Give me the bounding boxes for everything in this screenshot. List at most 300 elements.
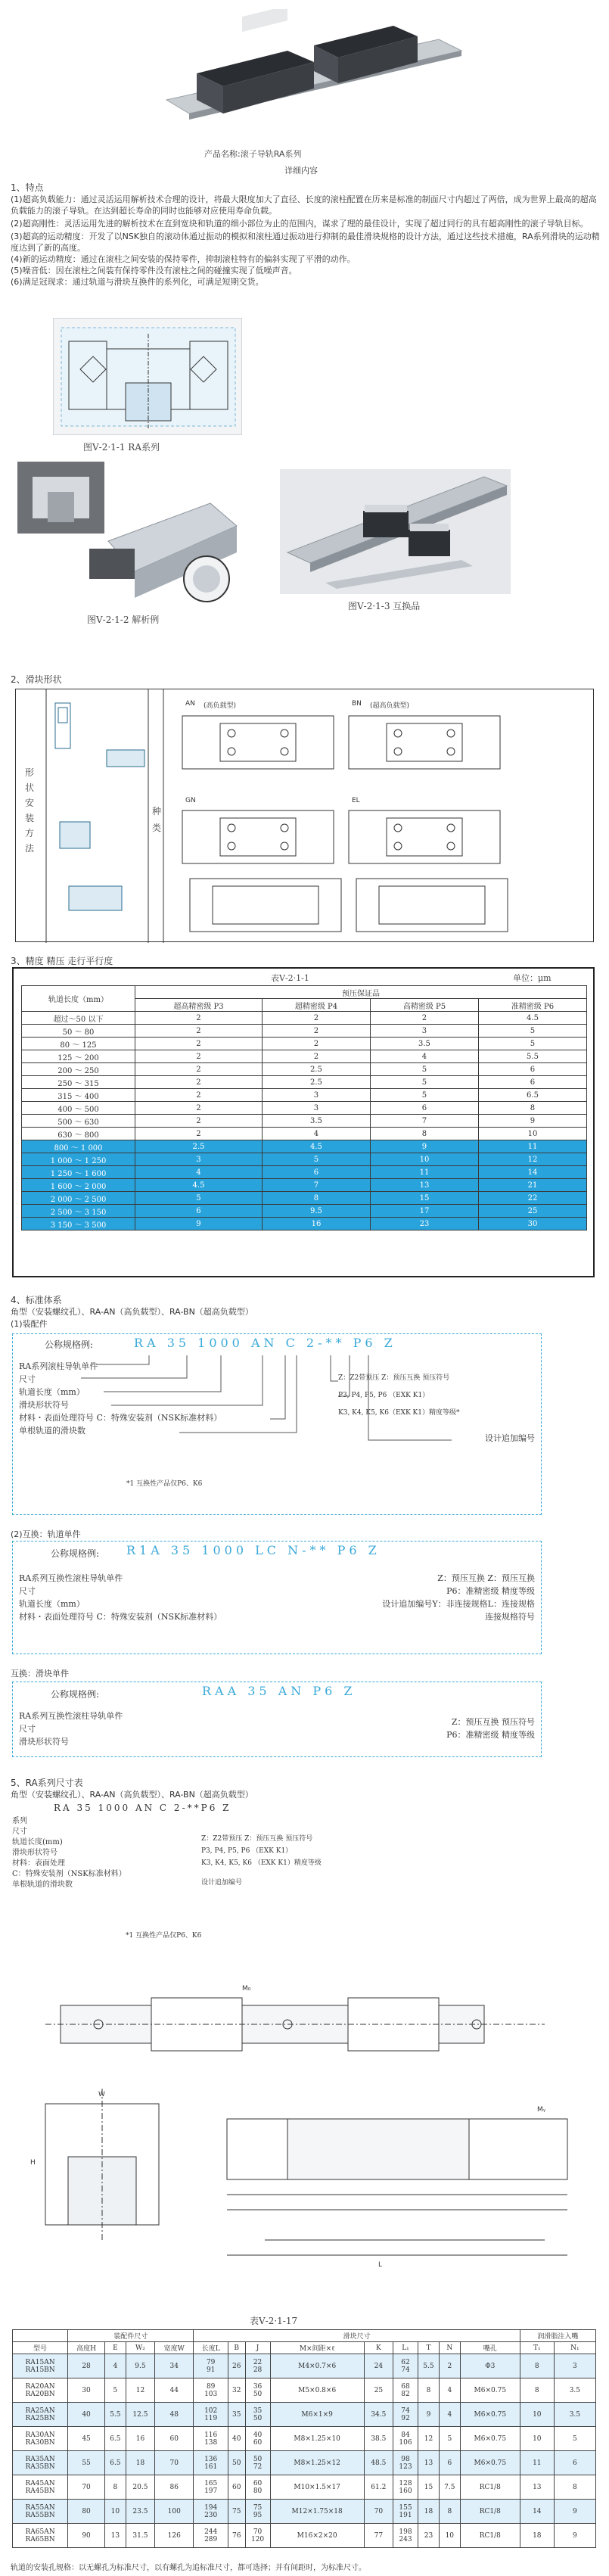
code-item2: (2)互换：轨道单件 xyxy=(11,1529,81,1539)
dimensions-value-cell: 12 xyxy=(126,2378,154,2403)
code-right-item: P6：准精密级 精度等级 xyxy=(446,1586,535,1596)
precision-value-cell: 4.5 xyxy=(135,1179,263,1192)
dimensions-value-cell: 14 xyxy=(520,2500,554,2524)
precision-value-cell: 3.5 xyxy=(370,1038,478,1050)
precision-length-cell: 800 ～ 1 000 xyxy=(22,1140,135,1153)
precision-value-cell: 2 xyxy=(135,1076,263,1089)
dimensions-value-cell: 4 xyxy=(104,2354,126,2378)
dimensions-value-cell: 2 xyxy=(439,2354,460,2378)
figure-caption-3: 图Ⅴ-2·1-3 互换品 xyxy=(348,601,421,611)
precision-length-cell: 400 ～ 500 xyxy=(22,1102,135,1115)
dimensions-value-cell: 136 161 xyxy=(194,2451,228,2475)
dimensions-value-cell: 40 xyxy=(68,2403,105,2427)
dimensions-left-item: C：特殊安装剂（NSK标准材料） xyxy=(12,1870,126,1878)
dimensions-col-header: T xyxy=(418,2342,440,2354)
precision-length-cell: 200 ～ 250 xyxy=(22,1063,135,1076)
precision-value-cell: 10 xyxy=(370,1153,478,1166)
section-code-heading: 4、标准体系 xyxy=(11,1295,62,1305)
precision-value-cell: 2.5 xyxy=(135,1140,263,1153)
dimensions-value-cell: 10 xyxy=(520,2403,554,2427)
model-gn-label: GN xyxy=(185,797,196,804)
precision-length-cell: 2 500 ～ 3 150 xyxy=(22,1205,135,1218)
feature-item: (2)超高刚性：灵活运用先进的解析技术在直到宽块和轨道的细小部位为止的范围内，谋求了理的最佳设计，实现了超过同行的具有超高刚性的滚子导轨目标。 xyxy=(11,219,589,229)
dimensions-value-cell: 15 xyxy=(418,2475,440,2500)
precision-value-cell: 8 xyxy=(262,1192,370,1205)
code-right-item: Z：预压互换 Z：预压互换 xyxy=(437,1573,535,1583)
dimensions-value-cell: 8 xyxy=(554,2475,595,2500)
code-left-list-2 xyxy=(19,1572,276,1623)
dimensions-left-item: 材料：表面处理 xyxy=(12,1859,65,1868)
product-name-value: 滚子导轨RA系列 xyxy=(240,149,302,159)
precision-row xyxy=(22,1038,587,1050)
dimensions-value-cell: 70 xyxy=(68,2475,105,2500)
dimensions-value-cell: 76 xyxy=(228,2524,245,2548)
precision-length-cell: 500 ～ 630 xyxy=(22,1115,135,1128)
precision-row xyxy=(22,1076,587,1089)
dimensions-value-cell: 165 197 xyxy=(194,2475,228,2500)
precision-value-cell: 3.5 xyxy=(262,1115,370,1128)
precision-length-cell: 50 ～ 80 xyxy=(22,1025,135,1038)
precision-length-cell: 2 000 ～ 2 500 xyxy=(22,1192,135,1205)
precision-row xyxy=(22,1050,587,1063)
figure-caption-1: 图Ⅴ-2·1-1 RA系列 xyxy=(83,442,160,453)
code-left-item: 单根轨道的滑块数 xyxy=(19,1426,85,1436)
precision-value-cell: 9 xyxy=(135,1218,263,1230)
precision-value-cell: 2 xyxy=(135,1012,263,1025)
dimensions-value-cell: 90 xyxy=(68,2524,105,2548)
precision-value-cell: 3 xyxy=(370,1025,478,1038)
dimensions-left-item: 轨道长度(mm) xyxy=(12,1838,63,1846)
precision-unit: 单位：μm xyxy=(513,973,552,983)
precision-value-cell: 3 xyxy=(262,1089,370,1102)
dimensions-model-cell: RA55AN RA55BN xyxy=(13,2500,68,2524)
dimensions-value-cell: 23 xyxy=(418,2524,440,2548)
precision-value-cell: 6 xyxy=(135,1205,263,1218)
precision-value-cell: 8 xyxy=(478,1102,586,1115)
dimensions-value-cell: 6.5 xyxy=(104,2451,126,2475)
dimensions-value-cell: 60 xyxy=(155,2427,194,2451)
feature-item: (1)超高负载能力：通过灵活运用解析技术合理的设计，将最大限度加大了直径、长度的滚柱配置在历来是标准的制面尺寸内超过了两倍，成为世界上最高的超高负载能力的滚子导轨。在达到超长寿命的同时也能够对应使用寿命负载。 xyxy=(11,194,597,216)
precision-value-cell: 14 xyxy=(478,1166,586,1179)
code-left-list-3 xyxy=(19,1710,276,1748)
dimensions-value-cell: 10 xyxy=(520,2427,554,2451)
precision-row xyxy=(22,1128,587,1140)
dimensions-col-header: L₁ xyxy=(393,2342,418,2354)
dimensions-value-cell: 5 xyxy=(439,2427,460,2451)
precision-length-cell: 250 ～ 315 xyxy=(22,1076,135,1089)
dimensions-left-item: 单根轨道的滑块数 xyxy=(12,1881,73,1889)
precision-value-cell: 6.5 xyxy=(478,1089,586,1102)
dimensions-group-header: 滑块尺寸 xyxy=(194,2330,520,2342)
dimensions-col-header: 高度H xyxy=(68,2342,105,2354)
dimensions-col-header: 型号 xyxy=(13,2342,68,2354)
precision-value-cell: 10 xyxy=(478,1128,586,1140)
code-item1: (1)装配件 xyxy=(11,1319,48,1329)
dimensions-value-cell: 55 xyxy=(68,2451,105,2475)
dimensions-value-cell: M10×1.5×17 xyxy=(270,2475,364,2500)
precision-value-cell: 17 xyxy=(370,1205,478,1218)
dimensions-model-cell: RA25AN RA25BN xyxy=(13,2403,68,2427)
code-left-item: 滑块形状符号 xyxy=(19,1737,69,1747)
dimensions-value-cell: 20.5 xyxy=(126,2475,154,2500)
precision-value-cell: 2 xyxy=(370,1012,478,1025)
precision-value-cell: 30 xyxy=(478,1218,586,1230)
code-right-item: P3, P4, P5, P6 （EXK K1） xyxy=(338,1392,430,1399)
shape-side-label: 形状安装方法 xyxy=(25,767,35,854)
code-right-item: 设计追加编号 xyxy=(485,1433,535,1443)
dimensions-value-cell: 44 xyxy=(155,2378,194,2403)
dimensions-value-cell: 13 xyxy=(520,2475,554,2500)
code-ex-label: 公称规格例: xyxy=(45,1339,94,1350)
precision-length-cell: 3 150 ～ 3 500 xyxy=(22,1218,135,1230)
code-ex1-value: RA 35 1000 AN C 2-** P6 Z xyxy=(134,1336,396,1350)
code-ex2-value: R1A 35 1000 LC N-** P6 Z xyxy=(126,1543,381,1557)
dimensions-value-cell: 45 xyxy=(68,2427,105,2451)
dimensions-value-cell: 126 xyxy=(155,2524,194,2548)
dimensions-value-cell: 68 82 xyxy=(393,2378,418,2403)
dimensions-value-cell: 26 xyxy=(228,2354,245,2378)
dimensions-col-header: N xyxy=(439,2342,460,2354)
dimensions-value-cell: M6×0.75 xyxy=(460,2451,520,2475)
dimensions-value-cell: 12.5 xyxy=(126,2403,154,2427)
dimensions-value-cell: 6 xyxy=(554,2451,595,2475)
precision-value-cell: 25 xyxy=(478,1205,586,1218)
dimensions-col-header: N₁ xyxy=(554,2342,595,2354)
code-note-1: *1 互换性产品仅P6、K6 xyxy=(126,1480,203,1488)
code-right-item: 设计追加编号Y：非连接规格L：连接规格 xyxy=(382,1599,535,1609)
precision-value-cell: 21 xyxy=(478,1179,586,1192)
code-left-item: 尺寸 xyxy=(19,1374,36,1384)
dimensions-model-cell: RA30AN RA30BN xyxy=(13,2427,68,2451)
dimensions-value-cell: RC1/8 xyxy=(460,2500,520,2524)
dimensions-value-cell: M5×0.8×6 xyxy=(270,2378,364,2403)
feature-item: (3)超高的运动精度：开发了以NSK独自的滚动体通过振动的模拟和滚柱通过振动进行抑制的最佳滑块规格的设计方法，通过这些技术措施，RA系列滑块的运动精度达到了新的高度。 xyxy=(11,232,600,253)
dimensions-value-cell: 38.5 xyxy=(364,2427,393,2451)
precision-value-cell: 3 xyxy=(135,1153,263,1166)
code-right-item: Z：Z2带预压 Z：预压互换 预压符号 xyxy=(338,1374,450,1382)
code-right-list-2 xyxy=(331,1572,535,1623)
dimensions-group-header-row xyxy=(13,2330,596,2342)
dimensions-model-cell: RA45AN RA45BN xyxy=(13,2475,68,2500)
dimensions-value-cell: 30 xyxy=(68,2378,105,2403)
precision-value-cell: 23 xyxy=(370,1218,478,1230)
dimensions-row xyxy=(13,2427,596,2451)
dimensions-col-header: 宽度W xyxy=(155,2342,194,2354)
dimensions-value-cell: 61.2 xyxy=(364,2475,393,2500)
dimensions-value-cell: RC1/8 xyxy=(460,2524,520,2548)
precision-value-cell: 2 xyxy=(135,1063,263,1076)
precision-value-cell: 5 xyxy=(370,1089,478,1102)
dimensions-value-cell: 9.5 xyxy=(126,2354,154,2378)
dimensions-value-cell: 8 xyxy=(520,2354,554,2378)
dimensions-value-cell: 36 50 xyxy=(245,2378,270,2403)
dimensions-right-item: Z：Z2带预压 Z：预压互换 预压符号 xyxy=(201,1835,313,1843)
dimensions-value-cell: M8×1.25×12 xyxy=(270,2451,364,2475)
dimensions-value-cell: 70 xyxy=(364,2500,393,2524)
precision-length-cell: 1 000 ～ 1 250 xyxy=(22,1153,135,1166)
dimensions-value-cell: 60 80 xyxy=(245,2475,270,2500)
dimensions-model-cell: RA20AN RA20BN xyxy=(13,2378,68,2403)
precision-table-frame xyxy=(12,967,595,1277)
precision-value-cell: 2 xyxy=(262,1012,370,1025)
features-list xyxy=(11,194,601,288)
dimensions-value-cell: 5 xyxy=(554,2427,595,2451)
precision-value-cell: 5 xyxy=(370,1076,478,1089)
dimensions-value-cell: 116 138 xyxy=(194,2427,228,2451)
dimensions-col-header: T₁ xyxy=(520,2342,554,2354)
precision-table xyxy=(21,985,587,1230)
code-left-item: 滑块形状符号 xyxy=(19,1400,69,1410)
precision-value-cell: 9 xyxy=(478,1115,586,1128)
dimensions-value-cell: 89 103 xyxy=(194,2378,228,2403)
dimensions-row xyxy=(13,2451,596,2475)
code-example-1 xyxy=(12,1333,542,1515)
dimensions-value-cell: 22 28 xyxy=(245,2354,270,2378)
dimensions-value-cell: Φ3 xyxy=(460,2354,520,2378)
dimensions-table-title: 表Ⅴ-2·1-17 xyxy=(250,2316,298,2326)
dimensions-value-cell: 8 xyxy=(418,2378,440,2403)
precision-value-cell: 5 xyxy=(370,1063,478,1076)
dimensions-value-cell: 8 xyxy=(520,2378,554,2403)
precision-value-cell: 15 xyxy=(370,1192,478,1205)
precision-value-cell: 2.5 xyxy=(262,1076,370,1089)
dimensions-value-cell: 48.5 xyxy=(364,2451,393,2475)
code-example-3 xyxy=(12,1682,542,1757)
dimensions-value-cell: 18 xyxy=(520,2524,554,2548)
dimensions-value-cell: 11 xyxy=(520,2451,554,2475)
code-right-item: Z：预压互换 预压符号 xyxy=(451,1717,535,1727)
code-left-item: 材料・表面处理符号 C：特殊安装剂（NSK标准材料） xyxy=(19,1413,222,1423)
dimensions-value-cell: 244 289 xyxy=(194,2524,228,2548)
code-left-item: 尺寸 xyxy=(19,1586,36,1596)
dimensions-col-header: 嘴孔 xyxy=(460,2342,520,2354)
code-ex-label: 公称规格例: xyxy=(51,1689,100,1700)
precision-value-cell: 11 xyxy=(478,1140,586,1153)
precision-row xyxy=(22,1166,587,1179)
dimensions-table xyxy=(12,2329,596,2548)
feature-item: (4)新的运动精度：通过在滚柱之间安装的保持零件，抑制滚柱特有的偏斜实现了平滑的动作。 xyxy=(11,254,356,264)
precision-row xyxy=(22,1218,587,1230)
detail-heading: 详细内容 xyxy=(284,166,318,176)
dimensions-value-cell: 24 xyxy=(364,2354,393,2378)
precision-value-cell: 9 xyxy=(370,1140,478,1153)
code-example-2 xyxy=(12,1541,542,1654)
dimensions-group-header: 润滑脂注入嘴 xyxy=(520,2330,595,2342)
dimensions-value-cell: 3 xyxy=(554,2354,595,2378)
dimensions-value-cell: 3.5 xyxy=(554,2403,595,2427)
precision-value-cell: 2 xyxy=(135,1038,263,1050)
dimensions-blank-header xyxy=(13,2330,68,2342)
dimensions-value-cell: 40 60 xyxy=(245,2427,270,2451)
section-shapes-heading: 2、滑块形状 xyxy=(11,674,62,685)
dimensions-value-cell: 28 xyxy=(68,2354,105,2378)
precision-value-cell: 13 xyxy=(370,1179,478,1192)
dimensions-value-cell: 102 119 xyxy=(194,2403,228,2427)
dimensions-value-cell: M8×1.25×10 xyxy=(270,2427,364,2451)
dimensions-left-item: 尺寸 xyxy=(12,1828,27,1836)
dimensions-value-cell: 48 xyxy=(155,2403,194,2427)
precision-length-cell: 1 250 ～ 1 600 xyxy=(22,1166,135,1179)
precision-row xyxy=(22,1179,587,1192)
precision-value-cell: 2 xyxy=(135,1089,263,1102)
dimensions-value-cell: 74 92 xyxy=(393,2403,418,2427)
precision-length-cell: 315 ～ 400 xyxy=(22,1089,135,1102)
precision-value-cell: 2 xyxy=(135,1025,263,1038)
code-right-item: 连接规格符号 xyxy=(485,1612,535,1622)
figure-interchangeable-product xyxy=(280,469,511,594)
model-bn-label: BN xyxy=(352,700,362,708)
precision-col-header: 超高精密级 P3 xyxy=(135,999,263,1012)
dimensions-value-cell: 6 xyxy=(439,2451,460,2475)
dimensions-col-header: K xyxy=(364,2342,393,2354)
precision-length-cell: 125 ～ 200 xyxy=(22,1050,135,1063)
dimensions-code-block xyxy=(12,1803,436,1954)
precision-length-cell: 1 600 ～ 2 000 xyxy=(22,1179,135,1192)
dimensions-left-list xyxy=(12,1816,163,1890)
dimensions-row xyxy=(13,2354,596,2378)
dimensions-col-header: 长度L xyxy=(194,2342,228,2354)
precision-value-cell: 2 xyxy=(135,1128,263,1140)
dimensions-value-cell: 50 72 xyxy=(245,2451,270,2475)
precision-value-cell: 22 xyxy=(478,1192,586,1205)
dimensions-value-cell: 75 xyxy=(228,2500,245,2524)
dimensions-col-header: M×间距×ℓ xyxy=(270,2342,364,2354)
precision-value-cell: 9.5 xyxy=(262,1205,370,1218)
dimensions-value-cell: 80 xyxy=(68,2500,105,2524)
precision-value-cell: 6 xyxy=(370,1102,478,1115)
code-sub: 角型（安装螺纹孔）、RA-AN（高负载型）、RA-BN（超高负载型） xyxy=(11,1307,253,1317)
precision-value-cell: 4 xyxy=(262,1128,370,1140)
dimensions-value-cell: M12×1.75×18 xyxy=(270,2500,364,2524)
precision-row xyxy=(22,1192,587,1205)
precision-value-cell: 4 xyxy=(135,1166,263,1179)
figure-ra-series-section xyxy=(53,318,242,435)
dimensions-value-cell: 60 xyxy=(228,2475,245,2500)
dimensions-value-cell: 4 xyxy=(439,2403,460,2427)
code-left-item: 轨道长度（mm） xyxy=(19,1599,85,1609)
precision-length-cell: 超过～50 以下 xyxy=(22,1012,135,1025)
dimensions-value-cell: M6×0.75 xyxy=(460,2427,520,2451)
dimensions-value-cell: 25 xyxy=(364,2378,393,2403)
dimensions-value-cell: 84 106 xyxy=(393,2427,418,2451)
precision-value-cell: 8 xyxy=(370,1128,478,1140)
dimensions-value-cell: 198 243 xyxy=(393,2524,418,2548)
dimensions-value-cell: 128 160 xyxy=(393,2475,418,2500)
precision-value-cell: 6 xyxy=(262,1166,370,1179)
dimensions-right-item: 设计追加编号 xyxy=(201,1879,243,1887)
precision-table-title: 表Ⅴ-2·1-1 xyxy=(271,973,309,983)
dimensions-ex-value: RA 35 1000 AN C 2-**P6 Z xyxy=(54,1803,231,1813)
drawing-dim-label: L xyxy=(378,2261,383,2269)
precision-value-cell: 6 xyxy=(478,1076,586,1089)
precision-row xyxy=(22,1115,587,1128)
dimensions-value-cell: 98 123 xyxy=(393,2451,418,2475)
dimensions-col-header: B xyxy=(228,2342,245,2354)
dimensions-value-cell: 8 xyxy=(104,2475,126,2500)
drawing-dim-label: H xyxy=(30,2159,36,2167)
dimensions-row xyxy=(13,2475,596,2500)
model-an-label: AN xyxy=(185,700,195,708)
dimensions-note: *1 互换性产品仅P6、K6 xyxy=(126,1932,202,1940)
dimensions-value-cell: 31.5 xyxy=(126,2524,154,2548)
dimensions-value-cell: M4×0.7×6 xyxy=(270,2354,364,2378)
code-item3: 互换：滑块单件 xyxy=(11,1669,69,1678)
dimensions-value-cell: 7.5 xyxy=(439,2475,460,2500)
precision-length-cell: 80 ～ 125 xyxy=(22,1038,135,1050)
precision-col-header: 高精密级 P5 xyxy=(370,999,478,1012)
dimensions-value-cell: M16×2×20 xyxy=(270,2524,364,2548)
dimensions-model-cell: RA65AN RA65BN xyxy=(13,2524,68,2548)
code-right-item: P6：准精密级 精度等级 xyxy=(446,1730,535,1740)
dimensions-value-cell: 34 xyxy=(155,2354,194,2378)
dimensions-value-cell: 23.5 xyxy=(126,2500,154,2524)
precision-value-cell: 16 xyxy=(262,1218,370,1230)
dimensions-value-cell: 32 xyxy=(228,2378,245,2403)
drawing-dim-label: W xyxy=(98,2091,105,2098)
precision-row xyxy=(22,1140,587,1153)
dimensions-value-cell: 10 xyxy=(439,2524,460,2548)
precision-value-cell: 2 xyxy=(135,1115,263,1128)
precision-row xyxy=(22,1102,587,1115)
precision-length-cell: 630 ～ 800 xyxy=(22,1128,135,1140)
dimensions-group-header: 装配件尺寸 xyxy=(68,2330,194,2342)
precision-value-cell: 7 xyxy=(370,1115,478,1128)
dimensions-value-cell: M6×0.75 xyxy=(460,2378,520,2403)
hero-image xyxy=(151,9,469,130)
code-right-list-3 xyxy=(346,1716,535,1741)
dimensions-value-cell: 16 xyxy=(126,2427,154,2451)
dimensions-value-cell: 79 91 xyxy=(194,2354,228,2378)
precision-row xyxy=(22,1205,587,1218)
product-name-label: 产品名称: xyxy=(204,149,241,159)
dimensions-value-cell: 34.5 xyxy=(364,2403,393,2427)
precision-value-cell: 2 xyxy=(262,1050,370,1063)
drawing-dim-label: Mᵧ xyxy=(537,2106,546,2114)
dimensions-value-cell: 9 xyxy=(418,2403,440,2427)
figure-caption-2: 图Ⅴ-2·1-2 解析例 xyxy=(87,614,160,625)
dimensions-value-cell: M6×0.75 xyxy=(460,2403,520,2427)
precision-value-cell: 5 xyxy=(478,1025,586,1038)
precision-value-cell: 5 xyxy=(478,1038,586,1050)
dimensions-value-cell: 100 xyxy=(155,2500,194,2524)
precision-value-cell: 4.5 xyxy=(262,1140,370,1153)
dimensions-row xyxy=(13,2524,596,2548)
precision-row xyxy=(22,1012,587,1025)
code-left-item: RA系列互换性滚柱导轨单件 xyxy=(19,1711,123,1721)
dimensions-value-cell: 35 xyxy=(228,2403,245,2427)
precision-col-header: 准精密级 P6 xyxy=(478,999,586,1012)
dimensions-value-cell: M6×1×9 xyxy=(270,2403,364,2427)
precision-value-cell: 6 xyxy=(478,1063,586,1076)
dimensions-row xyxy=(13,2500,596,2524)
dimensions-value-cell: 8 xyxy=(439,2500,460,2524)
precision-value-cell: 5 xyxy=(262,1153,370,1166)
dimensions-value-cell: 6.5 xyxy=(104,2427,126,2451)
dimensions-right-item: P3, P4, P5, P6 （EXK K1） xyxy=(201,1847,293,1855)
feature-item: (5)噪音低：因在滚柱之间装有保持零件没有滚柱之间的碰撞实现了低噪声音。 xyxy=(11,266,297,275)
shape-type-label: 种类 xyxy=(152,806,162,833)
dimensions-value-cell: 13 xyxy=(104,2524,126,2548)
dimensions-value-cell: 9 xyxy=(554,2524,595,2548)
dimensions-value-cell: 4 xyxy=(439,2378,460,2403)
section-precision-heading: 3、精度 精压 走行平行度 xyxy=(11,956,113,966)
section-dimensions-heading: 5、RA系列尺寸表 xyxy=(11,1778,83,1788)
drawing-dim-label: M₀ xyxy=(242,1985,251,1993)
precision-col-header: 超精密级 P4 xyxy=(262,999,370,1012)
code-ex-label: 公称规格例: xyxy=(51,1548,100,1559)
dimensions-col-header: E xyxy=(104,2342,126,2354)
precision-row xyxy=(22,1153,587,1166)
